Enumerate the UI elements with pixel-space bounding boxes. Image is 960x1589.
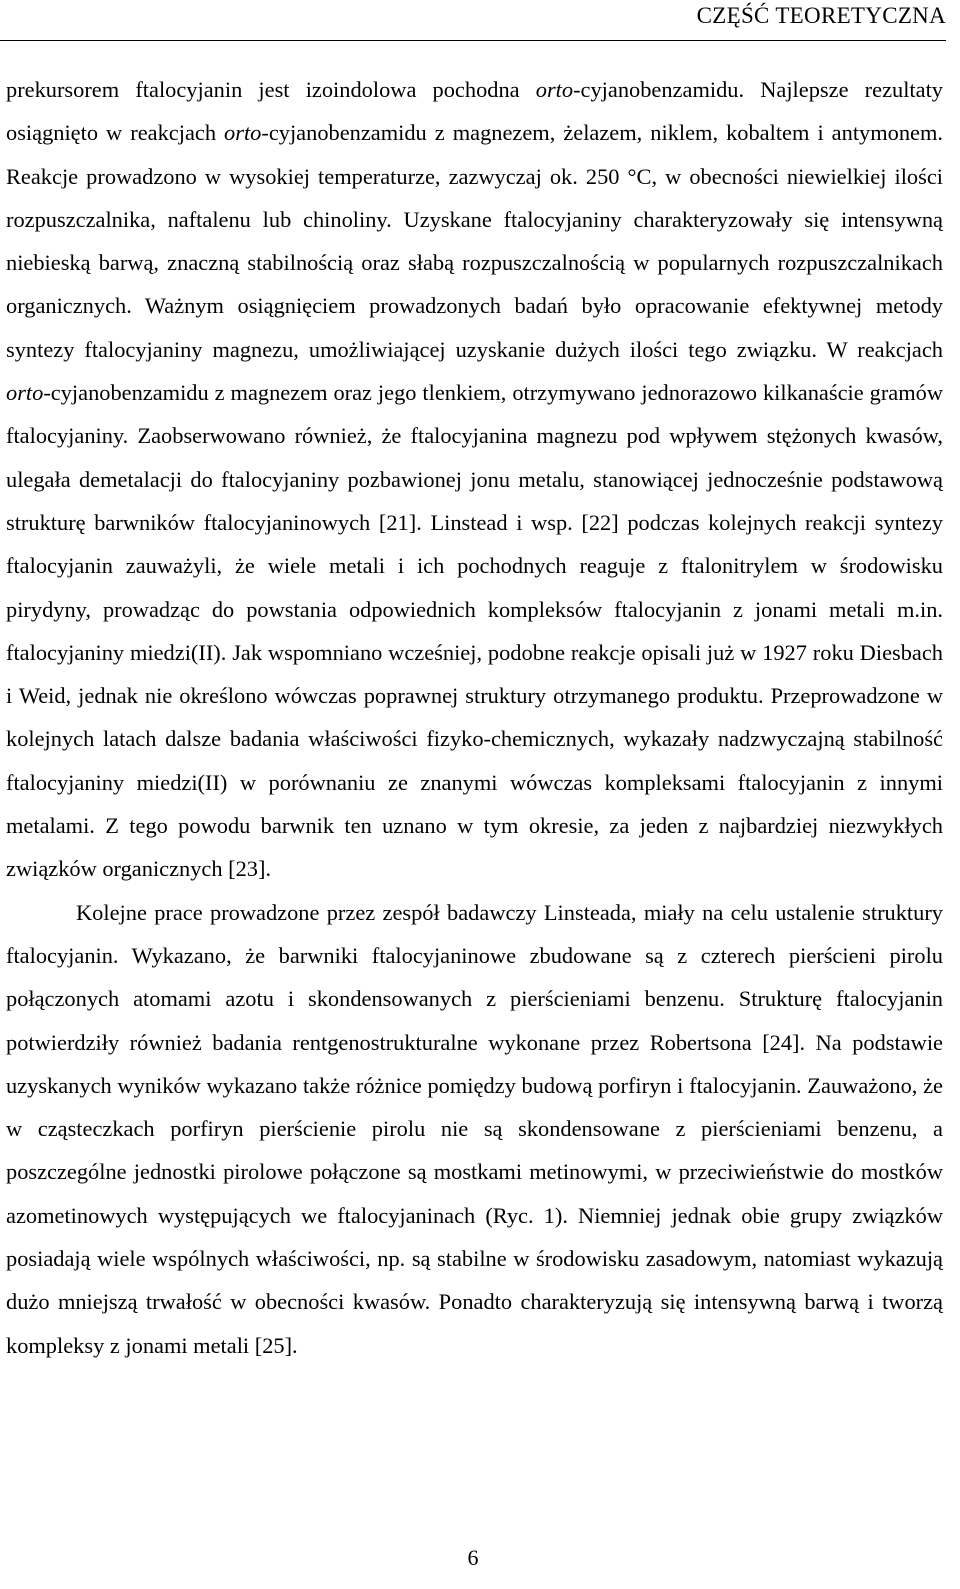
page-header: [0, 0, 946, 41]
text-run: -cyjanobenzamidu z magnezem, żelazem, niklem, kobaltem i antymonem. Reakcje prowadzono w wysokiej temperaturze, zazwyczaj ok. 250 °C, w obecności niewielkiej ilości rozpuszczalnika, naftalenu lub chinoliny. Uzyskane ftalocyjaniny charakteryzowały się intensywną niebieską barwą, znaczną stabilnością oraz słabą rozpuszczalnością w popularnych rozpuszczalnikach organicznych. Ważnym osiągnięciem prowadzonych badań było opracowanie efektywnej metody syntezy ftalocyjaniny magnezu, umożliwiającej uzyskanie dużych ilości tego związku. W reakcjach: [6, 120, 943, 362]
text-run: Kolejne prace prowadzone przez zespół badawczy Linsteada, miały na celu ustalenie struktury ftalocyjanin. Wykazano, że barwniki ftalocyjaninowe zbudowane są z czterech pierścieni pirolu połączonych atomami azotu i skondensowanych z pierścieniami benzenu. Strukturę ftalocyjanin potwierdziły również badania rentgenostrukturalne wykonane przez Robertsona [24]. Na podstawie uzyskanych wyników wykazano także różnice pomiędzy budową porfiryn i ftalocyjanin. Zauważono, że w cząsteczkach porfiryn pierścienie pirolu nie są skondensowane z pierścieniami benzenu, a poszczególne jednostki pirolowe połączone są mostkami metinowymi, w przeciwieństwie do mostków azometinowych występujących we ftalocyjaninach (Ryc. 1). Niemniej jednak obie grupy związków posiadają wiele wspólnych właściwości, np. są stabilne w środowisku zasadowym, natomiast wykazują dużo mniejszą trwałość w obecności kwasów. Ponadto charakteryzują się intensywną barwą i tworzą kompleksy z jonami metali [25].: [6, 899, 943, 1358]
text-run: prekursorem ftalocyjanin jest izoindolowa pochodna: [6, 77, 536, 102]
section-title: CZĘŚĆ TEORETYCZNA: [696, 3, 946, 28]
body-text: [6, 68, 943, 1367]
italic-term: orto: [6, 380, 44, 406]
italic-term: orto: [224, 120, 262, 146]
paragraph-2: [6, 891, 943, 1367]
text-run: -cyjanobenzamidu z magnezem oraz jego tlenkiem, otrzymywano jednorazowo kilkanaście gramów ftalocyjaniny. Zaobserwowano również, że ftalocyjanina magnezu pod wpływem stężonych kwasów, ulegała demetalacji do ftalocyjaniny pozbawionej jonu metalu, stanowiącej jednocześnie podstawową strukturę barwników ftalocyjaninowych [21]. Linstead i wsp. [22] podczas kolejnych reakcji syntezy ftalocyjanin zauważyli, że wiele metali i ich pochodnych reaguje z ftalonitrylem w środowisku pirydyny, prowadząc do powstania odpowiednich kompleksów ftalocyjanin z jonami metali m.in. ftalocyjaniny miedzi(II). Jak wspomniano wcześniej, podobne reakcje opisali już w 1927 roku Diesbach i Weid, jednak nie określono wówczas poprawnej struktury otrzymanego produktu. Przeprowadzone w kolejnych latach dalsze badania właściwości fizyko-chemicznych, wykazały nadzwyczajną stabilność ftalocyjaniny miedzi(II) w porównaniu ze znanymi wówczas kompleksami ftalocyjanin z innymi metalami. Z tego powodu barwnik ten uznano w tym okresie, za jeden z najbardziej niezwykłych związków organicznych [23].: [6, 380, 943, 882]
italic-term: orto: [535, 77, 574, 102]
text-run: -cyjanobenzamidu. Najlepsze rezultaty osiągnięto w reakcjach: [6, 77, 943, 146]
paragraph-1: [6, 68, 943, 891]
page-number: 6: [467, 1545, 479, 1570]
